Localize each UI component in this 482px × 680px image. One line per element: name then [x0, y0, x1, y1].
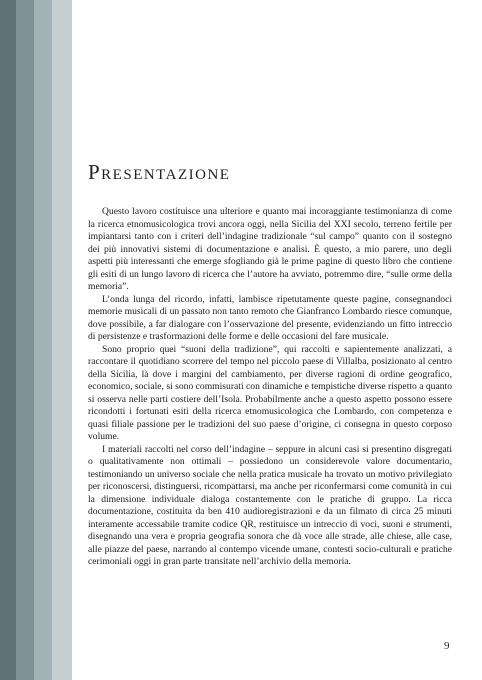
page-title: Presentazione [88, 160, 231, 184]
body-text [88, 206, 452, 569]
stripe-dark [0, 0, 16, 680]
stripe-medium-dark [16, 0, 34, 680]
decorative-side-stripes [0, 0, 72, 680]
paragraph-3: Sono proprio quei “suoni della tradizione”, qui raccolti e sapientemente analizzati, a raccontare il quotidiano scorrere del tempo nel piccolo paese di Villalba, posizionato al centro della Sicilia, là dove i margini del cambiamento, per diverse ragioni di ordine geografico, economico, sociale, si sono commisurati con dinamiche e tempistiche diverse rispetto a quanto si osserva nelle parti costiere dell’Isola. Probabilmente anche a questo aspetto possono essere ricondotti i fortunati esiti della ricerca etnomusicologica che Lombardo, con competenza e quasi filiale passione per le tradizioni del suo paese d’origine, ci consegna in questo corposo volume. [88, 343, 452, 442]
paragraph-2: L’onda lunga del ricordo, infatti, lambisce ripetutamente queste pagine, consegnandoci memorie musicali di un passato non tanto remoto che Gianfranco Lombardo riesce comunque, dove possibile, a far dialogare con l’osservazione del presente, evidenziando un fitto intreccio di persistenze e trasformazioni delle forme e delle occasioni del fare musicale. [88, 293, 452, 342]
paragraph-4: I materiali raccolti nel corso dell’indagine – seppure in alcuni casi si presentino disgregati o qualitativamente non ottimali – possiedono un considerevole valore documentario, testimoniando un universo sociale che nella pratica musicale ha trovato un motivo privilegiato per riconoscersi, distinguersi, ricompattarsi, ma anche per riconfermarsi come comunità in cui la dimensione individuale dialoga costantemente con le pratiche di gruppo. La ricca documentazione, costituita da ben 410 audioregistrazioni e da un filmato di circa 25 minuti interamente accessabile tramite codice QR, restituisce un intreccio di voci, suoni e strumenti, disegnando una vera e propria geografia sonora che dà voce alle strade, alle chiese, alle case, alle piazze del paese, narrando al contempo vicende umane, contesti socio-culturali e pratiche cerimoniali oggi in gran parte transitate nell’archivio della memoria. [88, 443, 452, 567]
stripe-light [52, 0, 72, 680]
page-number: 9 [444, 640, 450, 652]
paragraph-1: Questo lavoro costituisce una ulteriore e quanto mai incoraggiante testimonianza di come la ricerca etnomusicologica trovi ancora oggi, nella Sicilia del XXI secolo, terreno fertile per impiantarsi tanto con i criteri dell’indagine tradizionale “sul campo” quanto con il sostegno dei più innovativi sistemi di documentazione e analisi. È questo, a mio parere, uno degli aspetti più interessanti che emerge sfogliando già le prime pagine di questo libro che contiene gli esiti di un lungo lavoro di ricerca che l’autore ha avviato, potremmo dire, “sulle orme della memoria”. [88, 206, 452, 292]
stripe-medium-light [34, 0, 52, 680]
